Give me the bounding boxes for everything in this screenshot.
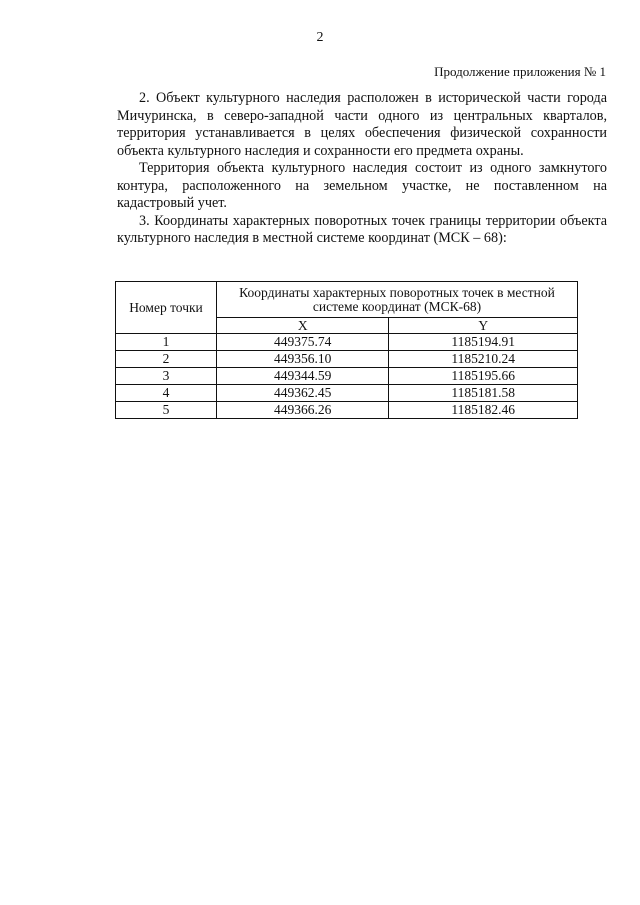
table-row <box>116 368 578 385</box>
header-coordinates: Координаты характерных поворотных точек в местной системе координат (МСК-68) <box>217 282 578 318</box>
paragraph-contour: Территория объекта культурного наследия состоит из одного замкнутого контура, расположенного на земельном участке, не поставленном на кадастровый учет. <box>117 160 607 211</box>
point-number: 4 <box>116 385 217 402</box>
table-row <box>116 402 578 419</box>
appendix-note: Продолжение приложения № 1 <box>434 64 606 79</box>
point-number: 3 <box>116 368 217 385</box>
coord-y: 1185195.66 <box>389 368 578 385</box>
coord-y: 1185194.91 <box>389 334 578 351</box>
point-number: 1 <box>116 334 217 351</box>
point-number: 5 <box>116 402 217 419</box>
body-text <box>117 90 607 248</box>
table-row <box>116 351 578 368</box>
table-row <box>116 334 578 351</box>
coord-x: 449344.59 <box>217 368 389 385</box>
paragraph-coordinates-intro: 3. Координаты характерных поворотных точек границы территории объекта культурного наследия в местной системе координат (МСК – 68): <box>117 212 607 246</box>
coord-x: 449375.74 <box>217 334 389 351</box>
header-point-number: Номер точки <box>116 282 217 334</box>
header-x: X <box>217 318 389 334</box>
table-row <box>116 385 578 402</box>
page-number: 2 <box>316 30 324 45</box>
point-number: 2 <box>116 351 217 368</box>
coord-x: 449366.26 <box>217 402 389 419</box>
coord-x: 449356.10 <box>217 351 389 368</box>
coord-x: 449362.45 <box>217 385 389 402</box>
coord-y: 1185181.58 <box>389 385 578 402</box>
coordinates-table <box>115 281 578 419</box>
header-y: Y <box>389 318 578 334</box>
paragraph-location: 2. Объект культурного наследия расположен в исторической части города Мичуринска, в северо-западной части одного из центральных кварталов, территория устанавливается в целях обеспечения физической сохранности объекта культурного наследия и сохранности его предмета охраны. <box>117 90 607 159</box>
coord-y: 1185210.24 <box>389 351 578 368</box>
coord-y: 1185182.46 <box>389 402 578 419</box>
